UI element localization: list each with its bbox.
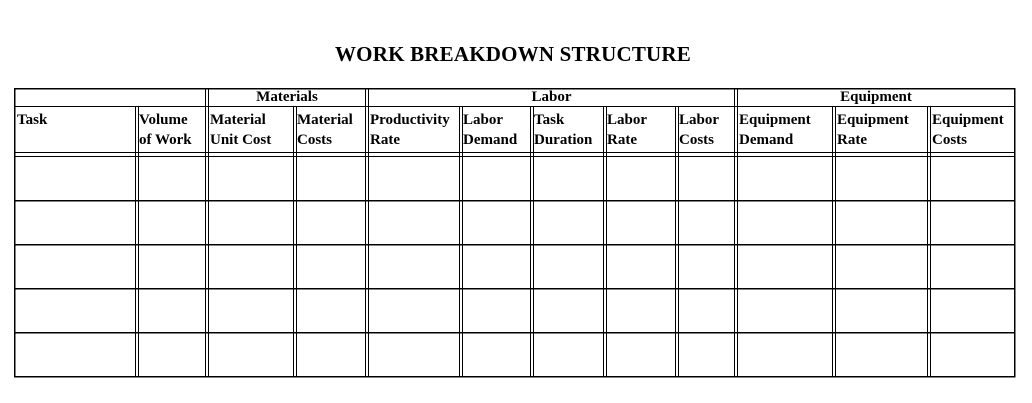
column-header-volume-of-work: Volume of Work (139, 112, 192, 148)
column-header-task: Task (17, 112, 48, 128)
column-header-labor-demand: Labor Demand (463, 112, 518, 148)
column-header-equipment-costs: Equipment Costs (932, 112, 1004, 148)
column-header-equipment-demand: Equipment Demand (739, 112, 811, 148)
group-header-labor: Labor (531, 89, 572, 105)
column-header-material-unit-cost: Material Unit Cost (210, 112, 272, 148)
column-header-equipment-rate: Equipment Rate (837, 112, 909, 148)
column-header-material-costs: Material Costs (297, 112, 353, 148)
column-header-task-duration: Task Duration (534, 112, 593, 148)
group-header-equipment: Equipment (840, 89, 912, 105)
column-header-productivity-rate: Productivity Rate (370, 112, 450, 148)
group-header-materials: Materials (256, 89, 318, 105)
page-title: WORK BREAKDOWN STRUCTURE (334, 42, 691, 66)
column-header-labor-rate: Labor Rate (607, 112, 648, 148)
column-header-labor-costs: Labor Costs (679, 112, 720, 148)
